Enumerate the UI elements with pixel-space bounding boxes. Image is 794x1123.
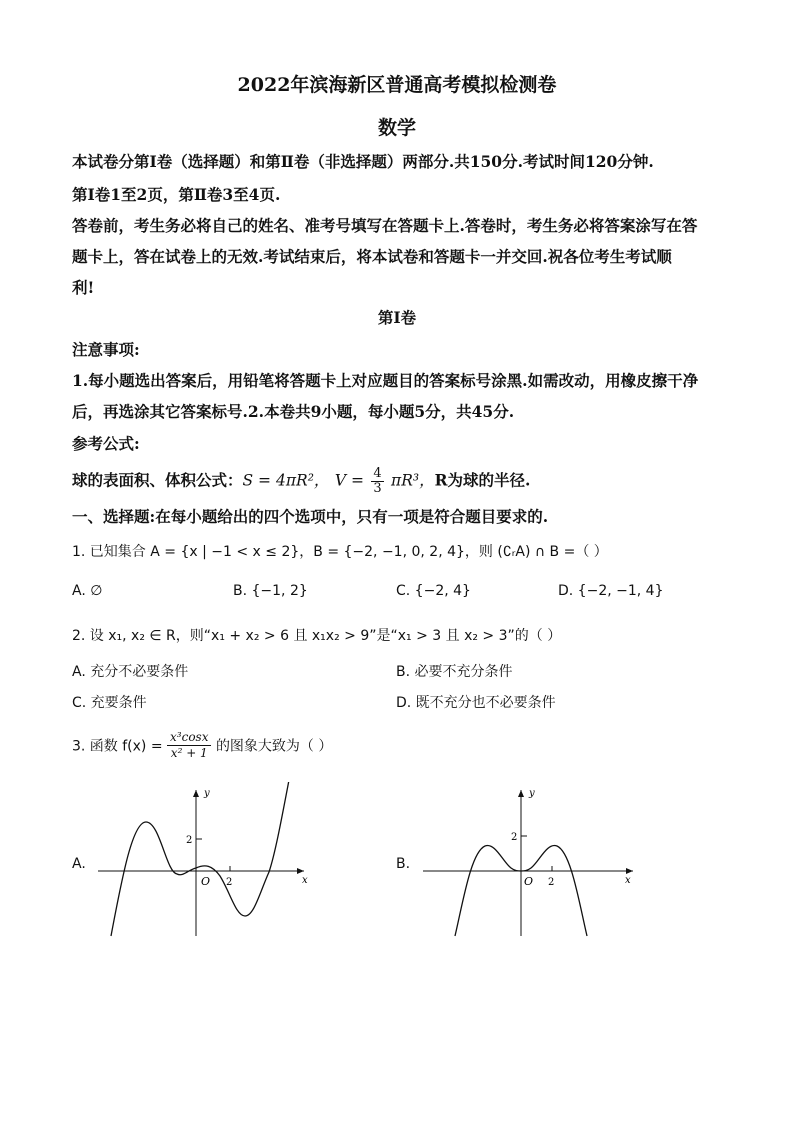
q1-option-d: D. {−2, −1, 4}: [558, 583, 664, 599]
graph-a-y-label: y: [204, 788, 210, 799]
graph-b-origin-label: O: [524, 875, 534, 888]
graph-a-tick-y-label: 2: [186, 835, 193, 846]
formula-volume-denominator: 3: [373, 481, 382, 496]
q1-option-a: A. ∅: [72, 583, 103, 599]
formula-suffix: R为球的半径.: [434, 470, 531, 490]
graph-b-y-label: y: [529, 788, 535, 799]
q2-option-c: C. 充要条件: [72, 695, 147, 711]
intro-line-5: 利!: [72, 278, 95, 297]
graph-a-tick-x-label: 2: [226, 877, 233, 888]
q3-stem: [72, 730, 332, 761]
formula-volume-left: V =: [334, 471, 364, 490]
q3-fraction-denominator: x² + 1: [170, 746, 208, 760]
part-heading: 一、选择题:在每小题给出的四个选项中，只有一项是符合题目要求的.: [72, 507, 549, 526]
formula-volume-numerator: 4: [373, 466, 382, 481]
graph-a-x-label: x: [302, 875, 308, 886]
q1-option-b: B. {−1, 2}: [233, 583, 308, 599]
graph-b-x-label: x: [625, 875, 631, 886]
intro-line-4: 题卡上，答在试卷上的无效.考试结束后，将本试卷和答题卡一并交回.祝各位考生考试顺: [72, 247, 672, 266]
graph-a-curve: [111, 782, 289, 936]
graph-b-tick-y-label: 2: [511, 832, 518, 843]
q3-stem-suffix: 的图象大致为（ ）: [215, 738, 333, 755]
q2-option-d: D. 既不充分也不必要条件: [396, 695, 556, 711]
intro-line-3: 答卷前，考生务必将自己的姓名、准考号填写在答题卡上.答卷时，考生务必将答案涂写在答: [72, 216, 698, 235]
q1-stem: 1. 已知集合 A = {x | −1 < x ≤ 2}，B = {−2, −1, 0, 2, 4}，则 (∁ᵣA) ∩ B =（ ）: [72, 544, 608, 560]
graph-b-tick-x-label: 2: [548, 877, 555, 888]
exam-title: 2022年滨海新区普通高考模拟检测卷: [237, 74, 557, 96]
formula-prefix: 球的表面积、体积公式：: [72, 470, 243, 490]
graph-b: [415, 782, 645, 944]
q2-stem: 2. 设 x₁, x₂ ∈ R，则“x₁ + x₂ > 6 且 x₁x₂ > 9”是“x₁ > 3 且 x₂ > 3”的（ ）: [72, 628, 562, 644]
q3-stem-prefix: 3. 函数 f(x) =: [72, 738, 163, 755]
notice-title: 注意事项:: [72, 340, 140, 359]
notice-line-1: 1.每小题选出答案后，用铅笔将答题卡上对应题目的答案标号涂黑.如需改动，用橡皮擦干净: [72, 371, 699, 390]
formula-line: [72, 467, 530, 496]
formula-volume-fraction: [371, 467, 383, 496]
graph-b-label: B.: [396, 856, 411, 872]
section-heading: 第Ⅰ卷: [377, 308, 417, 327]
formula-volume-right: πR³，: [391, 471, 435, 490]
q2-option-b: B. 必要不充分条件: [396, 664, 513, 680]
intro-line-2: 第Ⅰ卷1至2页，第Ⅱ卷3至4页.: [72, 185, 281, 204]
notice-line-2: 后，再选涂其它答案标号.2.本卷共9小题，每小题5分，共45分.: [72, 402, 515, 421]
formula-surface: S = 4πR²，: [242, 471, 330, 490]
q1-option-c: C. {−2, 4}: [396, 583, 471, 599]
formula-title: 参考公式:: [72, 434, 140, 453]
q3-fraction-numerator: x³cosx: [167, 730, 211, 746]
graph-a-origin-label: O: [201, 875, 211, 888]
q3-fraction: [167, 730, 211, 761]
graph-a-label: A.: [72, 856, 86, 872]
graph-a: [90, 782, 320, 944]
intro-line-1: 本试卷分第Ⅰ卷（选择题）和第Ⅱ卷（非选择题）两部分.共150分.考试时间120分钟.: [72, 152, 654, 171]
q2-option-a: A. 充分不必要条件: [72, 664, 189, 680]
subject-title: 数学: [377, 117, 416, 139]
